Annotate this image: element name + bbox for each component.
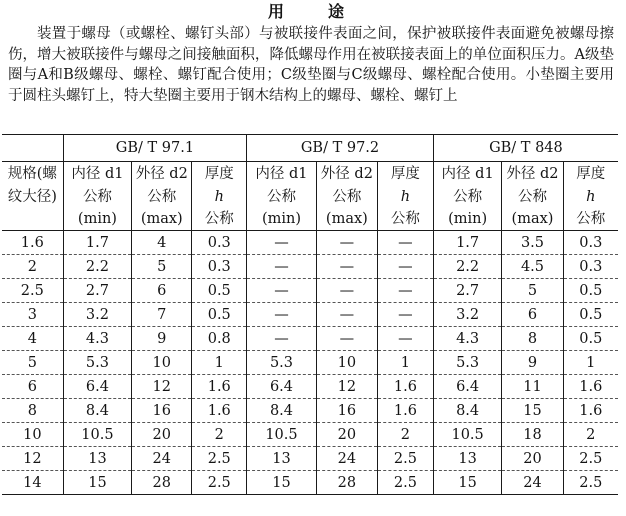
value-cell: 0.5 bbox=[563, 279, 618, 303]
column-header: 厚度 bbox=[563, 162, 618, 186]
value-cell: — bbox=[316, 327, 377, 351]
column-subheader: (max) bbox=[316, 208, 377, 231]
value-cell: 0.3 bbox=[563, 255, 618, 279]
spec-cell: 8 bbox=[2, 399, 63, 423]
value-cell: 24 bbox=[132, 447, 192, 471]
value-cell: 1.6 bbox=[377, 375, 433, 399]
value-cell: 10.5 bbox=[63, 423, 132, 447]
value-cell: 9 bbox=[502, 351, 563, 375]
column-header: 内径 d1 bbox=[247, 162, 317, 186]
value-cell: 2.2 bbox=[63, 255, 132, 279]
value-cell: 2.5 bbox=[377, 471, 433, 495]
value-cell: 16 bbox=[132, 399, 192, 423]
spec-cell: 14 bbox=[2, 471, 63, 495]
column-header: 外径 d2 bbox=[316, 162, 377, 186]
value-cell: 2.5 bbox=[192, 447, 247, 471]
value-cell: 2.7 bbox=[433, 279, 502, 303]
column-subheader: 公称 bbox=[192, 208, 247, 231]
value-cell: 12 bbox=[316, 375, 377, 399]
table-row bbox=[2, 327, 618, 351]
value-cell: 5.3 bbox=[63, 351, 132, 375]
column-subheader: 公称 bbox=[316, 185, 377, 208]
value-cell: 4.5 bbox=[502, 255, 563, 279]
value-cell: 3.2 bbox=[63, 303, 132, 327]
value-cell: 0.5 bbox=[192, 279, 247, 303]
column-subheader: 公称 bbox=[377, 208, 433, 231]
value-cell: 5 bbox=[502, 279, 563, 303]
column-header: 厚度 bbox=[377, 162, 433, 186]
table-row bbox=[2, 375, 618, 399]
column-subheader: 公称 bbox=[132, 185, 192, 208]
value-cell: — bbox=[247, 279, 317, 303]
value-cell: 0.8 bbox=[192, 327, 247, 351]
value-cell: — bbox=[377, 303, 433, 327]
column-subheader: (min) bbox=[63, 208, 132, 231]
value-cell: 8 bbox=[502, 327, 563, 351]
value-cell: 15 bbox=[247, 471, 317, 495]
spec-cell: 3 bbox=[2, 303, 63, 327]
value-cell: 2 bbox=[377, 423, 433, 447]
value-cell: 1 bbox=[192, 351, 247, 375]
spec-cell: 6 bbox=[2, 375, 63, 399]
table-row bbox=[2, 255, 618, 279]
value-cell: 8.4 bbox=[247, 399, 317, 423]
spec-cell: 10 bbox=[2, 423, 63, 447]
value-cell: 15 bbox=[63, 471, 132, 495]
value-cell: 20 bbox=[316, 423, 377, 447]
value-cell: 5 bbox=[132, 255, 192, 279]
column-subheader: h bbox=[377, 185, 433, 208]
value-cell: 13 bbox=[247, 447, 317, 471]
value-cell: 0.3 bbox=[563, 231, 618, 255]
column-header-row bbox=[2, 162, 618, 186]
table-row bbox=[2, 279, 618, 303]
value-cell: 4.3 bbox=[63, 327, 132, 351]
value-cell: 3.2 bbox=[433, 303, 502, 327]
value-cell: 8.4 bbox=[63, 399, 132, 423]
column-subheader: h bbox=[563, 185, 618, 208]
value-cell: — bbox=[377, 279, 433, 303]
value-cell: 1 bbox=[377, 351, 433, 375]
standard-header: GB/ T 97.1 bbox=[63, 135, 247, 162]
value-cell: 0.5 bbox=[192, 303, 247, 327]
value-cell: 0.3 bbox=[192, 255, 247, 279]
value-cell: 20 bbox=[502, 447, 563, 471]
spec-cell: 4 bbox=[2, 327, 63, 351]
value-cell: 2 bbox=[563, 423, 618, 447]
column-subheader: 公称 bbox=[433, 185, 502, 208]
table-body bbox=[2, 231, 618, 495]
spec-header-line1: 规格(螺 bbox=[7, 165, 57, 182]
value-cell: 0.5 bbox=[563, 327, 618, 351]
standards-header-row bbox=[2, 135, 618, 162]
table-row bbox=[2, 471, 618, 495]
value-cell: — bbox=[377, 327, 433, 351]
value-cell: 12 bbox=[132, 375, 192, 399]
value-cell: 7 bbox=[132, 303, 192, 327]
table-row bbox=[2, 447, 618, 471]
column-subheader: (max) bbox=[132, 208, 192, 231]
value-cell: 2.2 bbox=[433, 255, 502, 279]
value-cell: 2.5 bbox=[563, 447, 618, 471]
column-subheader: (max) bbox=[502, 208, 563, 231]
value-cell: 18 bbox=[502, 423, 563, 447]
value-cell: — bbox=[247, 231, 317, 255]
table-row bbox=[2, 399, 618, 423]
column-subheader: (min) bbox=[433, 208, 502, 231]
washer-spec-table bbox=[2, 134, 618, 495]
value-cell: 24 bbox=[502, 471, 563, 495]
column-subheader: h bbox=[192, 185, 247, 208]
value-cell: — bbox=[377, 231, 433, 255]
column-header: 外径 d2 bbox=[502, 162, 563, 186]
value-cell: 1.6 bbox=[563, 375, 618, 399]
value-cell: 13 bbox=[433, 447, 502, 471]
value-cell: — bbox=[377, 255, 433, 279]
table-row bbox=[2, 351, 618, 375]
value-cell: 6 bbox=[502, 303, 563, 327]
value-cell: 6.4 bbox=[433, 375, 502, 399]
value-cell: 1.6 bbox=[377, 399, 433, 423]
column-subheader: 公称 bbox=[247, 185, 317, 208]
spec-cell: 2 bbox=[2, 255, 63, 279]
column-header-row-2 bbox=[2, 185, 618, 208]
value-cell: 1.6 bbox=[192, 399, 247, 423]
value-cell: — bbox=[247, 327, 317, 351]
value-cell: 24 bbox=[316, 447, 377, 471]
value-cell: 5.3 bbox=[433, 351, 502, 375]
value-cell: 20 bbox=[132, 423, 192, 447]
value-cell: 16 bbox=[316, 399, 377, 423]
spec-header-line2: 纹大径) bbox=[7, 188, 57, 205]
column-header-row-3 bbox=[2, 208, 618, 231]
value-cell: 6.4 bbox=[63, 375, 132, 399]
standard-header: GB/ T 97.2 bbox=[247, 135, 434, 162]
value-cell: 15 bbox=[433, 471, 502, 495]
table-row bbox=[2, 231, 618, 255]
section-title: 用 途 bbox=[267, 2, 358, 21]
value-cell: 10.5 bbox=[247, 423, 317, 447]
value-cell: 13 bbox=[63, 447, 132, 471]
value-cell: 5.3 bbox=[247, 351, 317, 375]
standard-header: GB/ T 848 bbox=[433, 135, 618, 162]
value-cell: 10.5 bbox=[433, 423, 502, 447]
spec-cell: 12 bbox=[2, 447, 63, 471]
table-row bbox=[2, 303, 618, 327]
column-header: 内径 d1 bbox=[433, 162, 502, 186]
spec-cell: 2.5 bbox=[2, 279, 63, 303]
spec-cell: 1.6 bbox=[2, 231, 63, 255]
value-cell: 1 bbox=[563, 351, 618, 375]
value-cell: 10 bbox=[316, 351, 377, 375]
value-cell: 4.3 bbox=[433, 327, 502, 351]
column-header: 内径 d1 bbox=[63, 162, 132, 186]
column-header: 厚度 bbox=[192, 162, 247, 186]
column-subheader: 公称 bbox=[63, 185, 132, 208]
value-cell: 2.7 bbox=[63, 279, 132, 303]
column-subheader: (min) bbox=[247, 208, 317, 231]
column-subheader: 公称 bbox=[502, 185, 563, 208]
value-cell: 28 bbox=[316, 471, 377, 495]
value-cell: 2.5 bbox=[377, 447, 433, 471]
value-cell: 4 bbox=[132, 231, 192, 255]
value-cell: 15 bbox=[502, 399, 563, 423]
value-cell: 2.5 bbox=[192, 471, 247, 495]
value-cell: — bbox=[316, 231, 377, 255]
value-cell: 10 bbox=[132, 351, 192, 375]
value-cell: — bbox=[247, 255, 317, 279]
value-cell: 0.5 bbox=[563, 303, 618, 327]
value-cell: 0.3 bbox=[192, 231, 247, 255]
value-cell: 11 bbox=[502, 375, 563, 399]
column-subheader: 公称 bbox=[563, 208, 618, 231]
value-cell: 3.5 bbox=[502, 231, 563, 255]
usage-paragraph: 装置于螺母（或螺栓、螺钉头部）与被联接件表面之间，保护被联接件表面避免被螺母擦伤，增大被联接件与螺母之间接触面积，降低螺母作用在被联接表面上的单位面积压力。A级垫圈与A和B级螺母、螺栓、螺钉配合使用；C级垫圈与C级螺母、螺栓配合使用。小垫圈主要用于圆柱头螺钉上，特大垫圈主要用于钢木结构上的螺母、螺栓、螺钉上 bbox=[8, 26, 614, 104]
value-cell: 6 bbox=[132, 279, 192, 303]
value-cell: 9 bbox=[132, 327, 192, 351]
value-cell: 1.7 bbox=[433, 231, 502, 255]
value-cell: — bbox=[316, 279, 377, 303]
value-cell: — bbox=[316, 303, 377, 327]
value-cell: 2.5 bbox=[563, 471, 618, 495]
value-cell: 1.7 bbox=[63, 231, 132, 255]
table-row bbox=[2, 423, 618, 447]
value-cell: 6.4 bbox=[247, 375, 317, 399]
column-header: 外径 d2 bbox=[132, 162, 192, 186]
value-cell: 2 bbox=[192, 423, 247, 447]
spec-cell: 5 bbox=[2, 351, 63, 375]
value-cell: — bbox=[247, 303, 317, 327]
value-cell: 1.6 bbox=[563, 399, 618, 423]
value-cell: 1.6 bbox=[192, 375, 247, 399]
value-cell: 28 bbox=[132, 471, 192, 495]
value-cell: 8.4 bbox=[433, 399, 502, 423]
value-cell: — bbox=[316, 255, 377, 279]
